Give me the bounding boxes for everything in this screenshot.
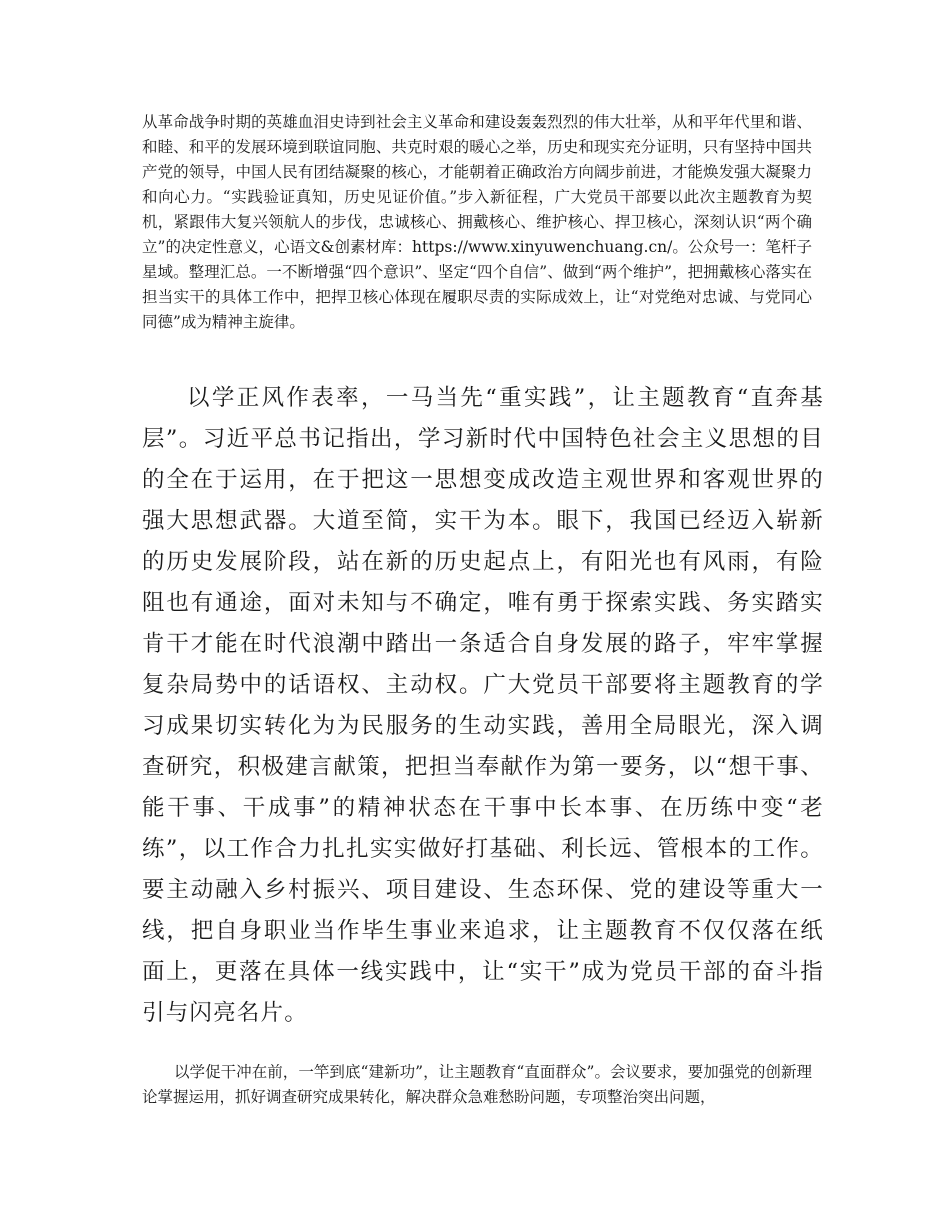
paragraph-1: 从革命战争时期的英雄血泪史诗到社会主义革命和建设轰轰烈烈的伟大壮举，从和平年代里和谐、和睦、和平的发展环境到联谊同胞、共克时艰的暖心之举，历史和现实充分证明，只有坚持中国共产党的领导，中国人民有团结凝聚的核心，才能朝着正确政治方向阔步前进，才能焕发强大凝聚力和向心力。“实践验证真知，历史见证价值。”步入新征程，广大党员干部要以此次主题教育为契机，紧跟伟大复兴领航人的步伐，忠诚核心、拥戴核心、维护核心、捍卫核心，深刻认识“两个确立”的决定性意义，心语文&创素材库：https://www.xinyuwenchuang.cn/。公众号一：笔杆子星域。整理汇总。一不断增强“四个意识”、坚定“四个自信”、做到“两个维护”，把拥戴核心落实在担当实干的具体工作中，把捍卫核心体现在履职尽责的实际成效上，让“对党绝对忠诚、与党同心同德”成为精神主旋律。 bbox=[142, 113, 812, 331]
paragraph-2-large: 以学正风作表率，一马当先“重实践”，让主题教育“直奔基层”。习近平总书记指出，学习新时代中国特色社会主义思想的目的全在于运用，在于把这一思想变成改造主观世界和客观世界的强大思想武器。大道至简，实干为本。眼下，我国已经迈入崭新的历史发展阶段，站在新的历史起点上，有阳光也有风雨，有险阻也有通途，面对未知与不确定，唯有勇于探索实践、务实踏实肯干才能在时代浪潮中踏出一条适合自身发展的路子，牢牢掌握复杂局势中的话语权、主动权。广大党员干部要将主题教育的学习成果切实转化为为民服务的生动实践，善用全局眼光，深入调查研究，积极建言献策，把担当奉献作为第一要务，以“想干事、能干事、干成事”的精神状态在干事中长本事、在历练中变“老练”，以工作合力扎扎实实做好打基础、利长远、管根本的工作。要主动融入乡村振兴、项目建设、生态环保、党的建设等重大一线，把自身职业当作毕生事业来追求，让主题教育不仅仅落在纸面上，更落在具体一线实践中，让“实干”成为党员干部的奋斗指引与闪亮名片。 bbox=[142, 385, 824, 1026]
paragraph-3: 以学促干冲在前，一竿到底“建新功”，让主题教育“直面群众”。会议要求，要加强党的创新理论掌握运用，抓好调查研究成果转化，解决群众急难愁盼问题，专项整治突出问题， bbox=[142, 1063, 812, 1106]
